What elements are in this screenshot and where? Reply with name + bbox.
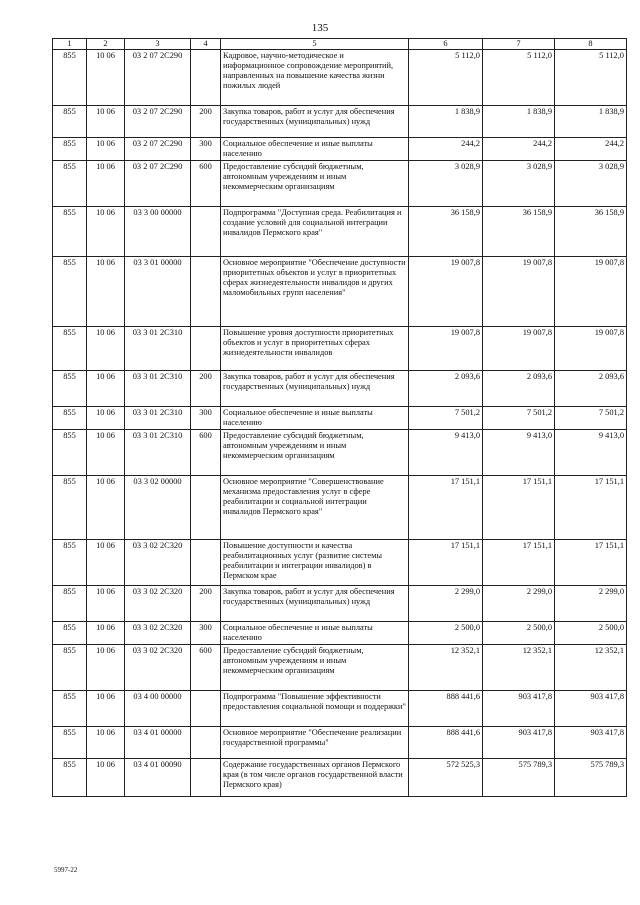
amount-year-1: 888 441,6	[409, 691, 483, 727]
target-article-code: 03 2 07 2C290	[125, 161, 191, 207]
item-description: Основное мероприятие "Обеспечение доступности приоритетных объектов и услуг в приоритетных сферах жизнедеятельности инвалидов и других маломобильных групп населения"	[221, 257, 409, 327]
grbs-code: 855	[53, 50, 87, 106]
expense-type-code: 600	[191, 430, 221, 476]
item-description: Повышение уровня доступности приоритетных объектов и услуг в приоритетных сферах жизнедеятельности инвалидов	[221, 327, 409, 371]
amount-year-2: 19 007,8	[483, 327, 555, 371]
target-article-code: 03 3 01 2C310	[125, 371, 191, 407]
grbs-code: 855	[53, 106, 87, 138]
amount-year-2: 5 112,0	[483, 50, 555, 106]
amount-year-3: 9 413,0	[555, 430, 627, 476]
table-row	[53, 327, 627, 371]
amount-year-3: 903 417,8	[555, 727, 627, 759]
table-row	[53, 50, 627, 106]
expense-type-code: 200	[191, 106, 221, 138]
amount-year-3: 2 093,6	[555, 371, 627, 407]
amount-year-1: 2 093,6	[409, 371, 483, 407]
target-article-code: 03 4 01 00090	[125, 759, 191, 797]
grbs-code: 855	[53, 161, 87, 207]
section-code: 10 06	[87, 540, 125, 586]
amount-year-2: 17 151,1	[483, 476, 555, 540]
target-article-code: 03 2 07 2C290	[125, 106, 191, 138]
expense-type-code	[191, 327, 221, 371]
expense-type-code	[191, 50, 221, 106]
amount-year-2: 17 151,1	[483, 540, 555, 586]
expense-type-code	[191, 727, 221, 759]
amount-year-1: 244,2	[409, 138, 483, 161]
expense-type-code	[191, 691, 221, 727]
item-description: Предоставление субсидий бюджетным, автономным учреждениям и иным некоммерческим организациям	[221, 645, 409, 691]
amount-year-3: 244,2	[555, 138, 627, 161]
column-header: 2	[87, 39, 125, 50]
grbs-code: 855	[53, 138, 87, 161]
item-description: Социальное обеспечение и иные выплаты населению	[221, 622, 409, 645]
amount-year-1: 9 413,0	[409, 430, 483, 476]
grbs-code: 855	[53, 257, 87, 327]
amount-year-2: 1 838,9	[483, 106, 555, 138]
amount-year-1: 2 500,0	[409, 622, 483, 645]
item-description: Социальное обеспечение и иные выплаты населению	[221, 138, 409, 161]
target-article-code: 03 3 01 2C310	[125, 327, 191, 371]
amount-year-2: 36 158,9	[483, 207, 555, 257]
section-code: 10 06	[87, 727, 125, 759]
amount-year-1: 3 028,9	[409, 161, 483, 207]
expense-type-code	[191, 540, 221, 586]
grbs-code: 855	[53, 430, 87, 476]
item-description: Подпрограмма "Доступная среда. Реабилитация и создание условий для социальной интеграции инвалидов Пермского края"	[221, 207, 409, 257]
amount-year-3: 5 112,0	[555, 50, 627, 106]
amount-year-2: 9 413,0	[483, 430, 555, 476]
amount-year-2: 903 417,8	[483, 727, 555, 759]
table-row	[53, 586, 627, 622]
target-article-code: 03 2 07 2C290	[125, 50, 191, 106]
amount-year-1: 19 007,8	[409, 257, 483, 327]
target-article-code: 03 3 02 2C320	[125, 540, 191, 586]
item-description: Предоставление субсидий бюджетным, автономным учреждениям и иным некоммерческим организациям	[221, 430, 409, 476]
item-description: Подпрограмма "Повышение эффективности предоставления социальной помощи и поддержки"	[221, 691, 409, 727]
target-article-code: 03 3 02 00000	[125, 476, 191, 540]
item-description: Социальное обеспечение и иные выплаты населению	[221, 407, 409, 430]
section-code: 10 06	[87, 207, 125, 257]
table-row	[53, 106, 627, 138]
grbs-code: 855	[53, 476, 87, 540]
amount-year-1: 17 151,1	[409, 540, 483, 586]
expense-type-code: 600	[191, 645, 221, 691]
budget-table	[52, 38, 627, 797]
item-description: Закупка товаров, работ и услуг для обеспечения государственных (муниципальных) нужд	[221, 586, 409, 622]
table-row	[53, 691, 627, 727]
amount-year-2: 903 417,8	[483, 691, 555, 727]
amount-year-3: 2 299,0	[555, 586, 627, 622]
column-header: 5	[221, 39, 409, 50]
amount-year-3: 19 007,8	[555, 327, 627, 371]
amount-year-2: 244,2	[483, 138, 555, 161]
section-code: 10 06	[87, 586, 125, 622]
amount-year-1: 1 838,9	[409, 106, 483, 138]
column-header: 8	[555, 39, 627, 50]
grbs-code: 855	[53, 407, 87, 430]
target-article-code: 03 4 01 00000	[125, 727, 191, 759]
table-row	[53, 161, 627, 207]
amount-year-3: 1 838,9	[555, 106, 627, 138]
item-description: Предоставление субсидий бюджетным, автономным учреждениям и иным некоммерческим организациям	[221, 161, 409, 207]
amount-year-3: 12 352,1	[555, 645, 627, 691]
expense-type-code: 300	[191, 407, 221, 430]
table-row	[53, 407, 627, 430]
item-description: Основное мероприятие "Совершенствование механизма предоставления услуг в сфере реабилитации и социальной интеграции инвалидов Пермского края"	[221, 476, 409, 540]
grbs-code: 855	[53, 759, 87, 797]
grbs-code: 855	[53, 727, 87, 759]
page-number: 135	[311, 22, 329, 34]
amount-year-1: 17 151,1	[409, 476, 483, 540]
section-code: 10 06	[87, 622, 125, 645]
amount-year-1: 19 007,8	[409, 327, 483, 371]
amount-year-2: 3 028,9	[483, 161, 555, 207]
expense-type-code	[191, 759, 221, 797]
target-article-code: 03 2 07 2C290	[125, 138, 191, 161]
item-description: Закупка товаров, работ и услуг для обеспечения государственных (муниципальных) нужд	[221, 106, 409, 138]
amount-year-3: 903 417,8	[555, 691, 627, 727]
column-number-row	[53, 39, 627, 50]
amount-year-1: 572 525,3	[409, 759, 483, 797]
section-code: 10 06	[87, 645, 125, 691]
grbs-code: 855	[53, 586, 87, 622]
section-code: 10 06	[87, 161, 125, 207]
amount-year-1: 12 352,1	[409, 645, 483, 691]
amount-year-1: 2 299,0	[409, 586, 483, 622]
amount-year-2: 2 299,0	[483, 586, 555, 622]
amount-year-1: 888 441,6	[409, 727, 483, 759]
expense-type-code	[191, 257, 221, 327]
target-article-code: 03 3 02 2C320	[125, 645, 191, 691]
grbs-code: 855	[53, 327, 87, 371]
column-header: 3	[125, 39, 191, 50]
column-header: 4	[191, 39, 221, 50]
table-row	[53, 540, 627, 586]
expense-type-code: 300	[191, 622, 221, 645]
item-description: Закупка товаров, работ и услуг для обеспечения государственных (муниципальных) нужд	[221, 371, 409, 407]
table-row	[53, 257, 627, 327]
column-header: 7	[483, 39, 555, 50]
expense-type-code: 600	[191, 161, 221, 207]
target-article-code: 03 4 00 00000	[125, 691, 191, 727]
grbs-code: 855	[53, 691, 87, 727]
column-header: 6	[409, 39, 483, 50]
table-row	[53, 622, 627, 645]
amount-year-3: 3 028,9	[555, 161, 627, 207]
grbs-code: 855	[53, 207, 87, 257]
table-row	[53, 759, 627, 797]
amount-year-3: 17 151,1	[555, 540, 627, 586]
amount-year-3: 19 007,8	[555, 257, 627, 327]
expense-type-code	[191, 476, 221, 540]
section-code: 10 06	[87, 407, 125, 430]
amount-year-2: 19 007,8	[483, 257, 555, 327]
section-code: 10 06	[87, 327, 125, 371]
table-row	[53, 727, 627, 759]
table-row	[53, 430, 627, 476]
amount-year-3: 36 158,9	[555, 207, 627, 257]
section-code: 10 06	[87, 106, 125, 138]
section-code: 10 06	[87, 50, 125, 106]
table-row	[53, 207, 627, 257]
section-code: 10 06	[87, 759, 125, 797]
amount-year-2: 2 093,6	[483, 371, 555, 407]
grbs-code: 855	[53, 540, 87, 586]
target-article-code: 03 3 00 00000	[125, 207, 191, 257]
table-row	[53, 138, 627, 161]
target-article-code: 03 3 02 2C320	[125, 586, 191, 622]
table-row	[53, 476, 627, 540]
expense-type-code: 200	[191, 371, 221, 407]
expense-type-code: 300	[191, 138, 221, 161]
grbs-code: 855	[53, 622, 87, 645]
grbs-code: 855	[53, 645, 87, 691]
section-code: 10 06	[87, 430, 125, 476]
table-row	[53, 371, 627, 407]
amount-year-2: 2 500,0	[483, 622, 555, 645]
item-description: Основное мероприятие "Обеспечение реализации государственной программы"	[221, 727, 409, 759]
grbs-code: 855	[53, 371, 87, 407]
amount-year-2: 7 501,2	[483, 407, 555, 430]
amount-year-3: 2 500,0	[555, 622, 627, 645]
amount-year-3: 575 789,3	[555, 759, 627, 797]
target-article-code: 03 3 02 2C320	[125, 622, 191, 645]
target-article-code: 03 3 01 2C310	[125, 407, 191, 430]
column-header: 1	[53, 39, 87, 50]
amount-year-3: 17 151,1	[555, 476, 627, 540]
expense-type-code	[191, 207, 221, 257]
table-row	[53, 645, 627, 691]
target-article-code: 03 3 01 00000	[125, 257, 191, 327]
amount-year-2: 12 352,1	[483, 645, 555, 691]
section-code: 10 06	[87, 476, 125, 540]
item-description: Кадровое, научно-методическое и информационное сопровождение мероприятий, направленных на повышение качества жизни пожилых людей	[221, 50, 409, 106]
amount-year-2: 575 789,3	[483, 759, 555, 797]
amount-year-1: 5 112,0	[409, 50, 483, 106]
expense-type-code: 200	[191, 586, 221, 622]
footer-code: 5997-22	[54, 866, 78, 874]
amount-year-1: 7 501,2	[409, 407, 483, 430]
target-article-code: 03 3 01 2C310	[125, 430, 191, 476]
section-code: 10 06	[87, 257, 125, 327]
section-code: 10 06	[87, 138, 125, 161]
item-description: Содержание государственных органов Пермского края (в том числе органов государственной власти Пермского края)	[221, 759, 409, 797]
amount-year-1: 36 158,9	[409, 207, 483, 257]
item-description: Повышение доступности и качества реабилитационных услуг (развитие системы реабилитации и интеграции инвалидов) в Пермском крае	[221, 540, 409, 586]
section-code: 10 06	[87, 691, 125, 727]
section-code: 10 06	[87, 371, 125, 407]
amount-year-3: 7 501,2	[555, 407, 627, 430]
